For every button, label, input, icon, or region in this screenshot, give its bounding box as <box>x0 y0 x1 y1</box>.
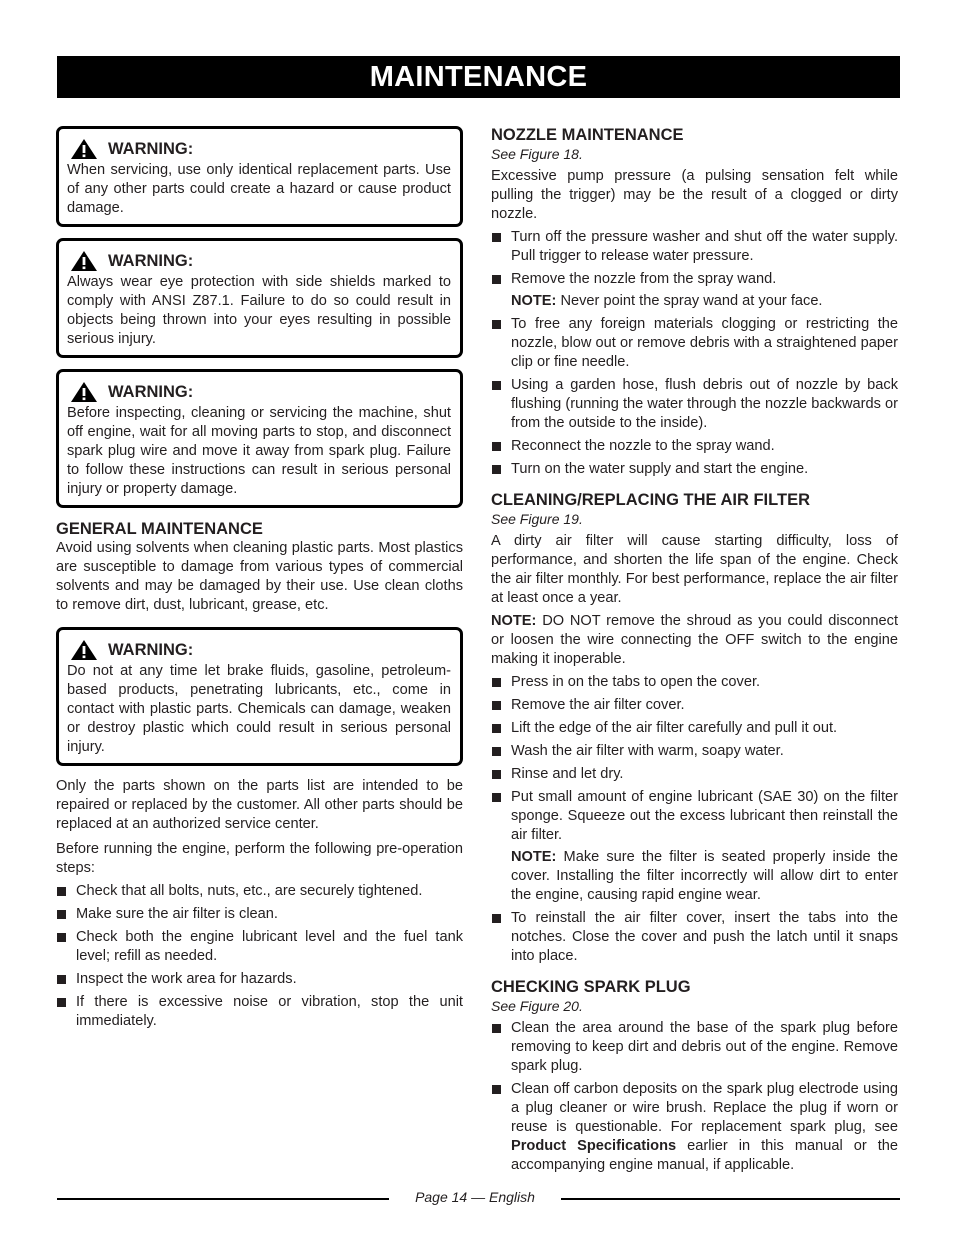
note-label: NOTE: <box>491 613 537 629</box>
list-item: To free any foreign materials clogging or restricting the nozzle, blow out or remove debris with a straightened paper clip or fine needle. <box>491 315 898 372</box>
warning-text: Do not at any time let brake fluids, gasoline, petroleum-based products, penetrating lubricants, etc., come in contact with plastic parts. Chemicals can damage, weaken or destroy plastic which could result in serious personal injury. <box>67 663 451 755</box>
warning-box-parts <box>56 126 463 227</box>
warning-box-eye-protection <box>56 238 463 358</box>
note-text: Never point the spray wand at your face. <box>560 293 823 309</box>
footer-rule-right <box>561 1198 900 1200</box>
air-filter-heading: CLEANING/REPLACING THE AIR FILTER <box>491 491 810 509</box>
list-item: Wash the air filter with warm, soapy water. <box>491 742 898 761</box>
list-item: Turn off the pressure washer and shut off the water supply. Pull trigger to release water pressure. <box>491 228 898 266</box>
warning-text: Always wear eye protection with side shields marked to comply with ANSI Z87.1. Failure to do so could result in objects being thrown into your eyes resulting in possible serious injury. <box>67 274 451 347</box>
warning-label: WARNING: <box>108 640 194 659</box>
nozzle-maintenance-heading: NOZZLE MAINTENANCE <box>491 126 684 144</box>
note-text: DO NOT remove the shroud as you could disconnect or loosen the wire connecting the OFF switch to the engine making it inoperable. <box>491 613 898 667</box>
nozzle-intro: Excessive pump pressure (a pulsing sensation felt while pulling the trigger) may be the result of a clogged or dirty nozzle. <box>491 168 898 222</box>
air-filter-intro: A dirty air filter will cause starting difficulty, loss of performance, and shorten the life span of the engine. Check the air filter monthly. For best performance, replace the air filter at least once a year. <box>491 533 898 606</box>
parts-replacement-paragraph: Only the parts shown on the parts list are intended to be repaired or replaced by the customer. All other parts should be replaced at an authorized service center. <box>56 778 463 832</box>
right-column <box>491 126 898 1179</box>
warning-text: Before inspecting, cleaning or servicing the machine, shut off engine, wait for all moving parts to stop, and disconnect spark plug wire and move it away from spark plug. Failure to follow these instructions can result in serious personal injury or property damage. <box>67 405 451 497</box>
page-footer: Page 14 — English <box>415 1189 535 1205</box>
list-item: Reconnect the nozzle to the spray wand. <box>491 437 898 456</box>
list-item: Press in on the tabs to open the cover. <box>491 673 898 692</box>
list-item: Check that all bolts, nuts, etc., are securely tightened. <box>56 882 463 901</box>
figure-reference: See Figure 19. <box>491 511 583 527</box>
note-label: NOTE: <box>511 293 557 309</box>
list-item: Remove the air filter cover. <box>491 696 898 715</box>
warning-label: WARNING: <box>108 251 194 270</box>
warning-label: WARNING: <box>108 382 194 401</box>
list-item: Turn on the water supply and start the engine. <box>491 460 898 479</box>
list-item: Rinse and let dry. <box>491 765 898 784</box>
warning-label: WARNING: <box>108 139 194 158</box>
note-label: NOTE: <box>511 849 557 865</box>
air-filter-seating-note <box>491 848 898 905</box>
list-item: Clean the area around the base of the spark plug before removing to keep dirt and debris out of the engine. Remove spark plug. <box>491 1019 898 1076</box>
warning-box-servicing <box>56 369 463 508</box>
pre-operation-list <box>56 882 463 1031</box>
list-item: Using a garden hose, flush debris out of nozzle by back flushing (running the water through the nozzle backwards or from the outside to the inside). <box>491 376 898 433</box>
air-filter-steps-list <box>491 673 898 966</box>
warning-triangle-icon <box>70 381 98 403</box>
spark-plug-steps-list <box>491 1019 898 1175</box>
figure-reference: See Figure 20. <box>491 998 583 1014</box>
warning-box-chemicals <box>56 627 463 766</box>
warning-text: When servicing, use only identical replacement parts. Use of any other parts could create a hazard or cause product damage. <box>67 162 451 216</box>
general-maintenance-heading: GENERAL MAINTENANCE <box>56 520 263 538</box>
list-item: Make sure the air filter is clean. <box>56 905 463 924</box>
spark-plug-heading: CHECKING SPARK PLUG <box>491 978 691 996</box>
figure-reference: See Figure 18. <box>491 146 583 162</box>
warning-triangle-icon <box>70 639 98 661</box>
list-item: To reinstall the air filter cover, insert the tabs into the notches. Close the cover and push the latch until it snaps into place. <box>491 909 898 966</box>
general-maintenance-intro: Avoid using solvents when cleaning plastic parts. Most plastics are susceptible to damage from various types of commercial solvents and may be damaged by their use. Use clean cloths to remove dirt, dust, lubricant, grease, etc. <box>56 540 463 613</box>
list-item: Inspect the work area for hazards. <box>56 970 463 989</box>
list-item: Lift the edge of the air filter carefully and pull it out. <box>491 719 898 738</box>
warning-triangle-icon <box>70 250 98 272</box>
page-title: MAINTENANCE <box>57 56 900 98</box>
list-item <box>491 1080 898 1175</box>
note-text: Make sure the filter is seated properly inside the cover. Installing the filter incorrectly will allow dirt to enter the engine, causing rapid engine wear. <box>511 849 898 903</box>
warning-triangle-icon <box>70 138 98 160</box>
list-item: Remove the nozzle from the spray wand. <box>491 270 898 289</box>
nozzle-steps-list <box>491 228 898 479</box>
list-item: Put small amount of engine lubricant (SAE 30) on the filter sponge. Squeeze out the excess lubricant then reinstall the air filter. <box>491 788 898 845</box>
list-item: If there is excessive noise or vibration, stop the unit immediately. <box>56 993 463 1031</box>
nozzle-note <box>491 292 898 311</box>
pre-operation-intro: Before running the engine, perform the following pre-operation steps: <box>56 841 463 876</box>
footer-rule-left <box>57 1198 389 1200</box>
air-filter-note <box>491 612 898 669</box>
list-item: Check both the engine lubricant level and the fuel tank level; refill as needed. <box>56 928 463 966</box>
left-column <box>56 126 463 1035</box>
product-specifications-reference: Product Specifications <box>511 1138 677 1154</box>
list-item-text: earlier in this manual or the accompanying engine manual, if applicable. <box>511 1138 898 1173</box>
list-item-text: Clean off carbon deposits on the spark plug electrode using a plug cleaner or wire brush. Replace the plug if worn or reuse is questionable. For replacement spark plug, see <box>511 1081 898 1135</box>
